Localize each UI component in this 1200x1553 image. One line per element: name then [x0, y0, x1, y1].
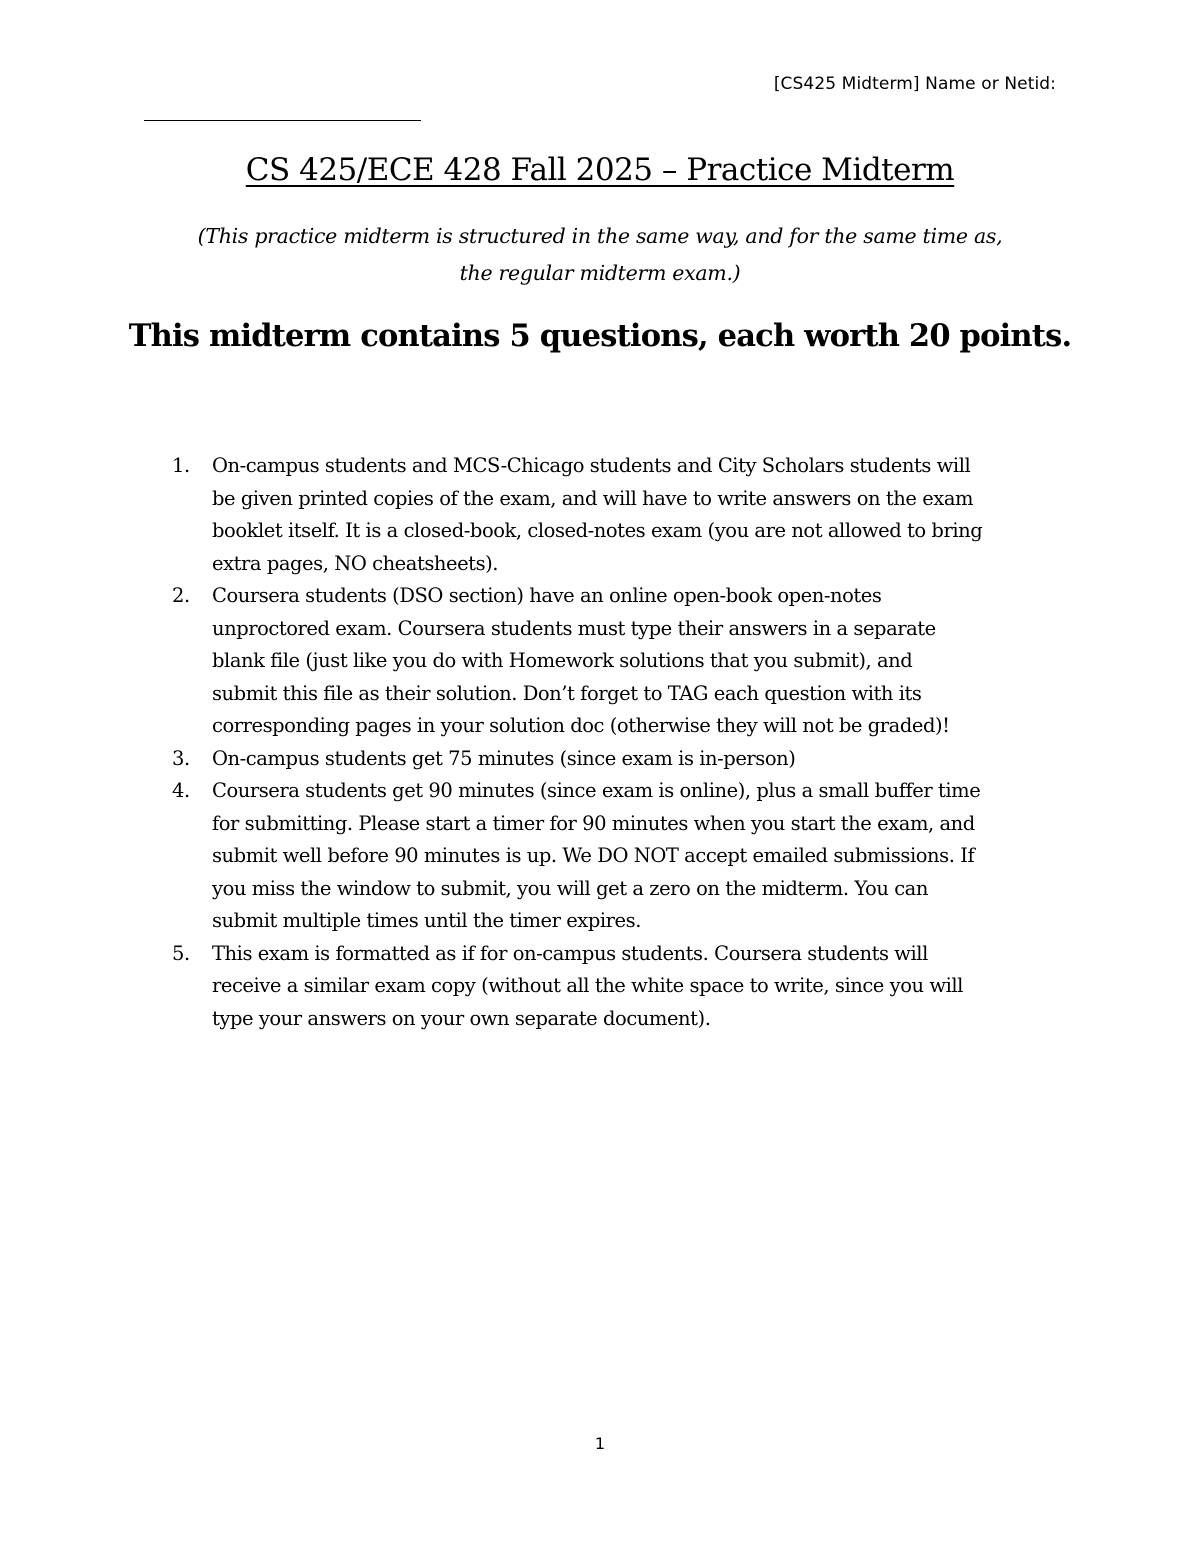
instruction-line: receive a similar exam copy (without all the white space to write, since you will	[212, 974, 963, 997]
subtitle-line: (This practice midterm is structured in the same way, and for the same time as,	[197, 224, 1003, 248]
instruction-number: 3.	[172, 746, 190, 770]
instructions-list	[172, 450, 1072, 1035]
instruction-line: you miss the window to submit, you will get a zero on the midterm. You can	[212, 876, 928, 900]
instruction-line: blank file (just like you do with Homework solutions that you submit), and	[212, 649, 913, 672]
exam-subtitle	[150, 218, 1050, 292]
instruction-line: for submitting. Please start a timer for 90 minutes when you start the exam, and	[212, 811, 975, 835]
instruction-item	[172, 938, 1072, 1036]
instruction-line: Coursera students (DSO section) have an online open-book open-notes	[212, 584, 882, 607]
name-netid-blank-line	[144, 120, 421, 121]
instruction-line: be given printed copies of the exam, and will have to write answers on the exam	[212, 486, 974, 510]
instruction-number: 2.	[172, 584, 190, 607]
instruction-item	[172, 450, 1072, 580]
instruction-number: 1.	[172, 454, 190, 477]
header-name-netid-label: [CS425 Midterm] Name or Netid:	[773, 74, 1056, 94]
instruction-item	[172, 775, 1072, 938]
instruction-line: On-campus students and MCS-Chicago students and City Scholars students will	[212, 454, 971, 477]
instruction-line: This exam is formatted as if for on-campus students. Coursera students will	[212, 941, 928, 965]
instruction-line: extra pages, NO cheatsheets).	[212, 551, 499, 575]
instruction-item	[172, 580, 1072, 743]
page-number: 1	[594, 1434, 606, 1453]
instruction-number: 5.	[172, 941, 190, 965]
instruction-line: On-campus students get 75 minutes (since exam is in-person)	[212, 746, 796, 770]
instruction-number: 4.	[172, 779, 190, 802]
instruction-line: corresponding pages in your solution doc (otherwise they will not be graded)!	[212, 714, 950, 737]
instruction-line: booklet itself. It is a closed-book, closed-notes exam (you are not allowed to bring	[212, 519, 983, 542]
instruction-line: type your answers on your own separate document).	[212, 1006, 711, 1030]
instruction-line: submit well before 90 minutes is up. We DO NOT accept emailed submissions. If	[212, 844, 975, 867]
instruction-line: Coursera students get 90 minutes (since exam is online), plus a small buffer time	[212, 779, 981, 802]
instruction-line: unproctored exam. Coursera students must type their answers in a separate	[212, 616, 936, 640]
instruction-line: submit multiple times until the timer expires.	[212, 909, 641, 932]
subtitle-line: the regular midterm exam.)	[459, 261, 741, 285]
exam-title: CS 425/ECE 428 Fall 2025 – Practice Midterm	[245, 152, 955, 188]
instruction-item	[172, 743, 1072, 776]
exam-summary: This midterm contains 5 questions, each worth 20 points.	[128, 318, 1072, 354]
instruction-line: submit this file as their solution. Don’t forget to TAG each question with its	[212, 681, 922, 705]
